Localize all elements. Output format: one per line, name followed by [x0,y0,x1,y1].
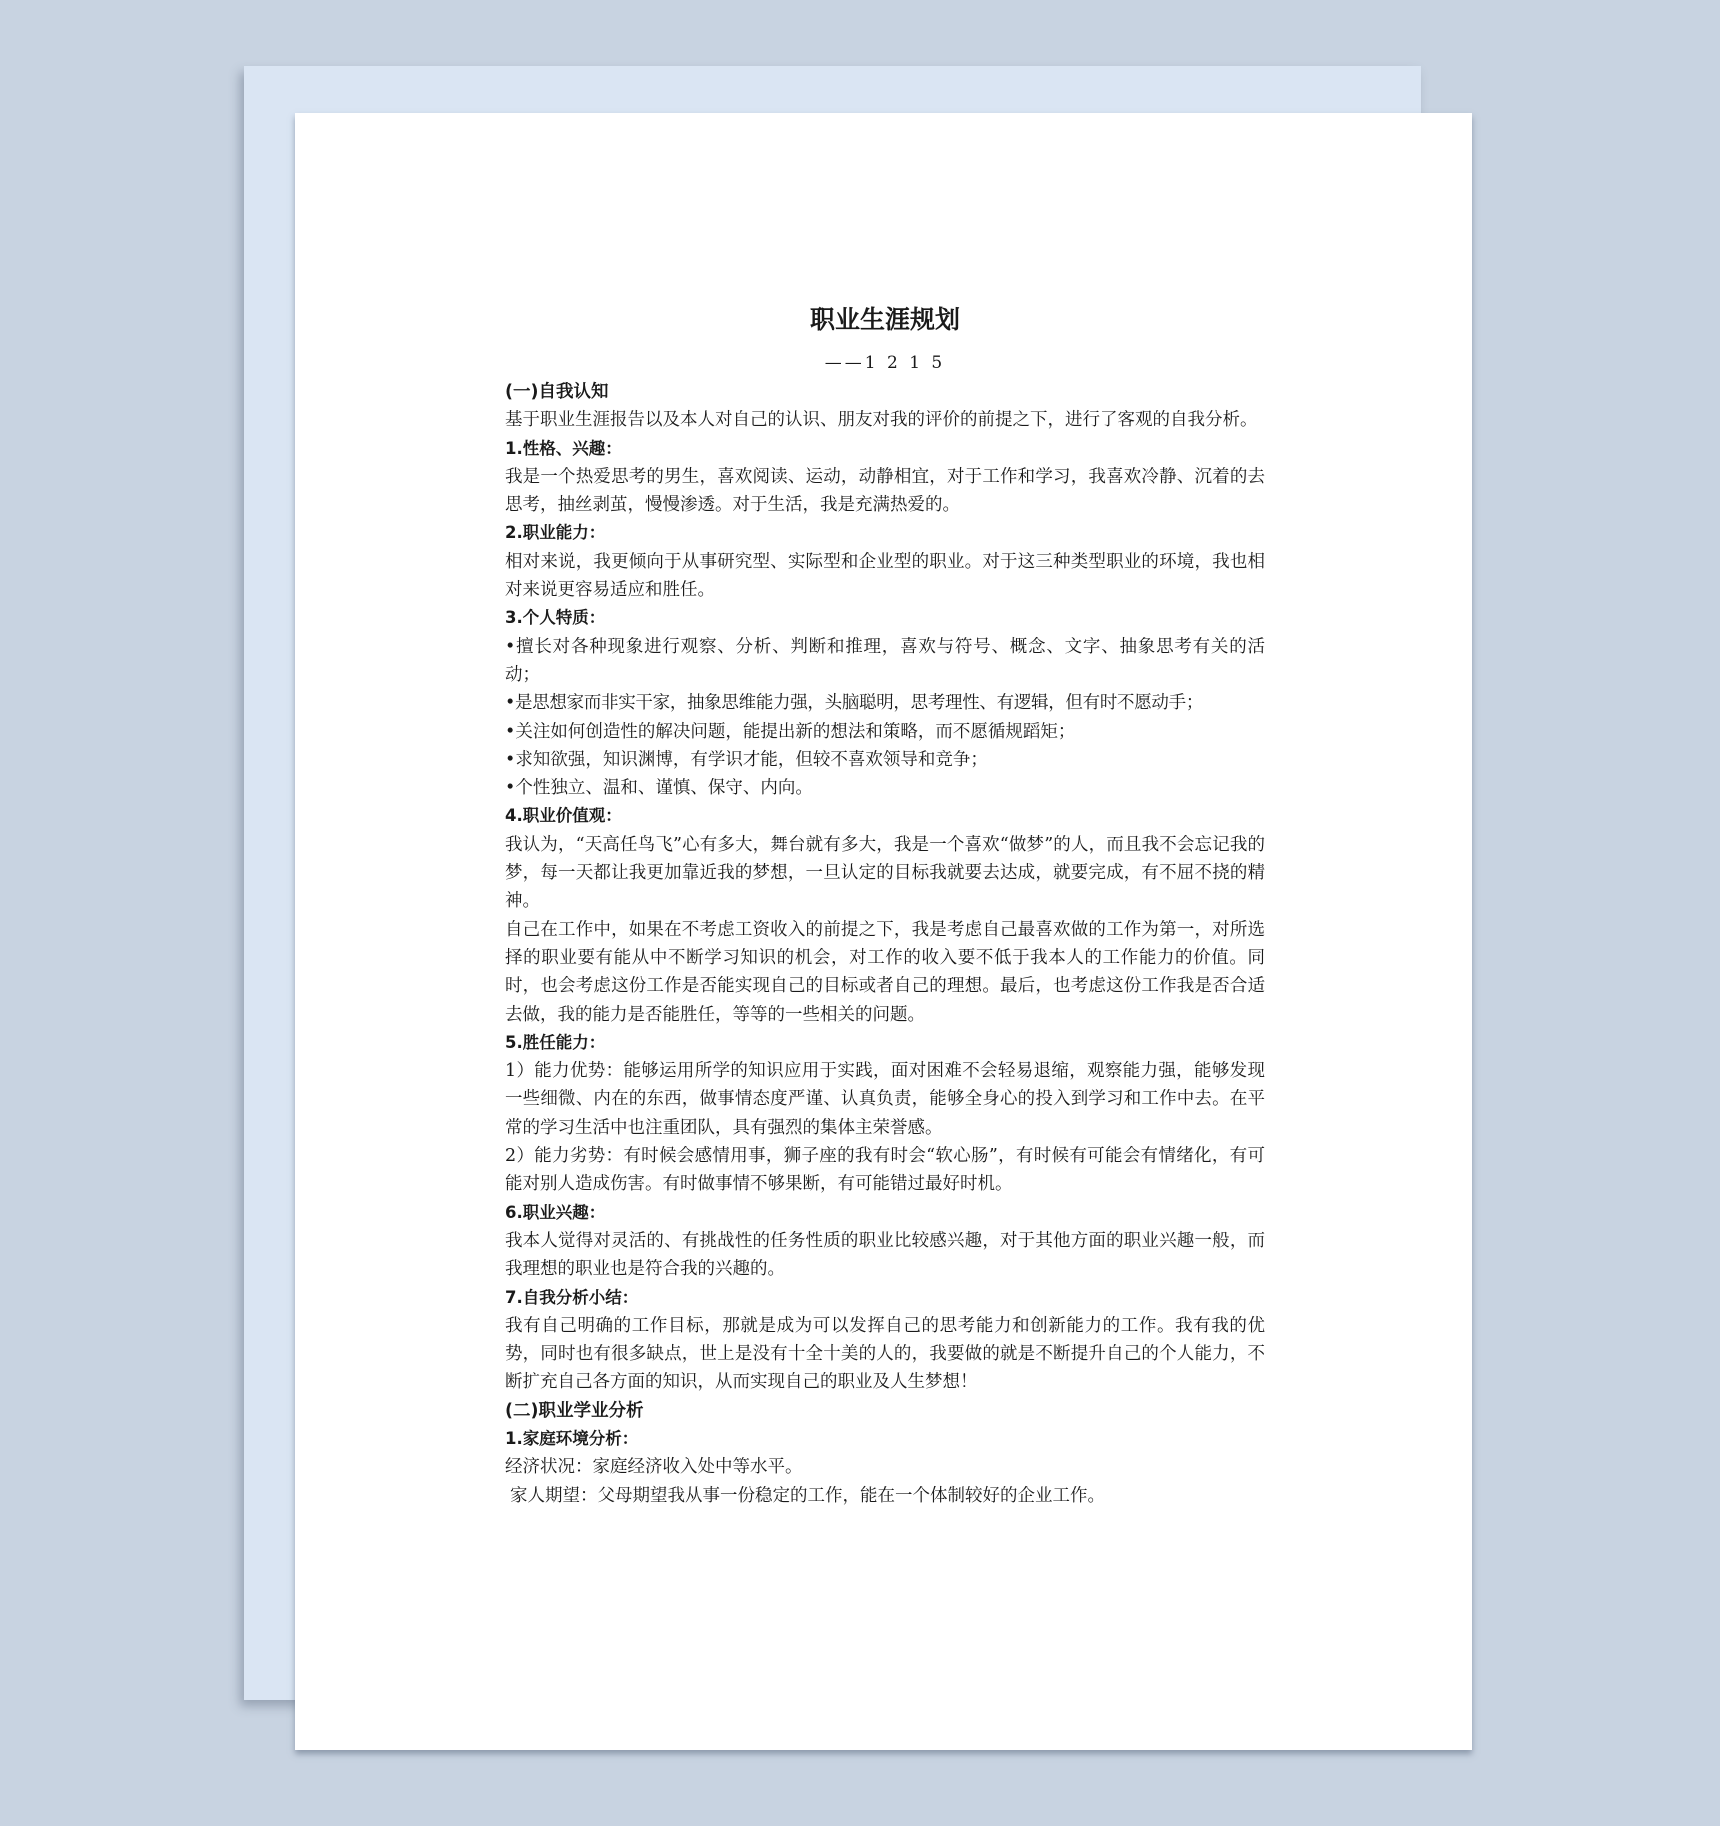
trait-item: •求知欲强，知识渊博，有学识才能，但较不喜欢领导和竞争； [505,749,988,770]
paragraph: 我是一个热爱思考的男生，喜欢阅读、运动，动静相宜，对于工作和学习，我喜欢冷静、沉着的去思考，抽丝剥茧，慢慢渗透。对于生活，我是充满热爱的。 [505,466,1265,516]
paragraph: 相对来说，我更倾向于从事研究型、实际型和企业型的职业。对于这三种类型职业的环境，我也相对来说更容易适应和胜任。 [505,551,1265,601]
paragraph: 我认为，“天高任鸟飞”心有多大，舞台就有多大，我是一个喜欢“做梦”的人，而且我不会忘记我的梦，每一天都让我更加靠近我的梦想，一旦认定的目标我就要去达成，就要完成，有不屈不挠的精神。 [505,834,1265,912]
paragraph: 自己在工作中，如果在不考虑工资收入的前提之下，我是考虑自己最喜欢做的工作为第一，对所选择的职业要有能从中不断学习知识的机会，对工作的收入要不低于我本人的工作能力的价值。同时，也会考虑这份工作是否能实现自己的目标或者自己的理想。最后，也考虑这份工作我是否合适去做，我的能力是否能胜任，等等的一些相关的问题。 [505,919,1265,1025]
trait-item: •个性独立、温和、谨慎、保守、内向。 [505,778,813,799]
subheading-career-ability: 2.职业能力： [505,523,606,543]
section-heading-self-awareness: (一)自我认知 [505,382,609,402]
paragraph: 我有自己明确的工作目标，那就是成为可以发挥自己的思考能力和创新能力的工作。我有我的优势，同时也有很多缺点，世上是没有十全十美的人的，我要做的就是不断提升自己的个人能力，不断扩充自己各方面的知识，从而实现自己的职业及人生梦想！ [505,1315,1265,1393]
section-heading-career-study: (二)职业学业分析 [505,1400,644,1421]
trait-item: •关注如何创造性的解决问题，能提出新的想法和策略，而不愿循规蹈矩； [505,721,1076,742]
paragraph: 我本人觉得对灵活的、有挑战性的任务性质的职业比较感兴趣，对于其他方面的职业兴趣一般，而我理想的职业也是符合我的兴趣的。 [505,1230,1265,1280]
document-page [295,113,1472,1750]
trait-item: •是思想家而非实干家，抽象思维能力强，头脑聪明，思考理性、有逻辑，但有时不愿动手； [505,693,1204,714]
paragraph: 家人期望：父母期望我从事一份稳定的工作，能在一个体制较好的企业工作。 [510,1485,1105,1506]
subheading-career-values: 4.职业价值观： [505,806,622,826]
paragraph: 经济状况：家庭经济收入处中等水平。 [505,1457,803,1478]
paragraph: 1）能力优势：能够运用所学的知识应用于实践，面对困难不会轻易退缩，观察能力强，能够发现一些细微、内在的东西，做事情态度严谨、认真负责，能够全身心的投入到学习和工作中去。在平常的学习生活中也注重团队，具有强烈的集体主荣誉感。 [505,1061,1265,1138]
subheading-family-environment: 1.家庭环境分析： [505,1428,639,1448]
subheading-career-interest: 6.职业兴趣： [505,1202,606,1222]
document-title: 职业生涯规划 [809,305,960,334]
subheading-self-summary: 7.自我分析小结： [505,1287,639,1307]
paragraph: 2）能力劣势：有时候会感情用事，狮子座的我有时会“软心肠”，有时候有可能会有情绪化，有可能对别人造成伤害。有时做事情不够果断，有可能错过最好时机。 [505,1146,1265,1195]
document-content [505,303,1265,1510]
subheading-personality: 1.性格、兴趣： [505,438,622,458]
subheading-competence: 5.胜任能力： [505,1032,606,1052]
paragraph: 基于职业生涯报告以及本人对自己的认识、朋友对我的评价的前提之下，进行了客观的自我分析。 [505,410,1258,431]
trait-item: •擅长对各种现象进行观察、分析、判断和推理，喜欢与符号、概念、文字、抽象思考有关的活动； [505,636,1265,685]
document-subtitle: ——1 2 1 5 [824,353,946,373]
subheading-personal-traits: 3.个人特质： [505,608,606,628]
